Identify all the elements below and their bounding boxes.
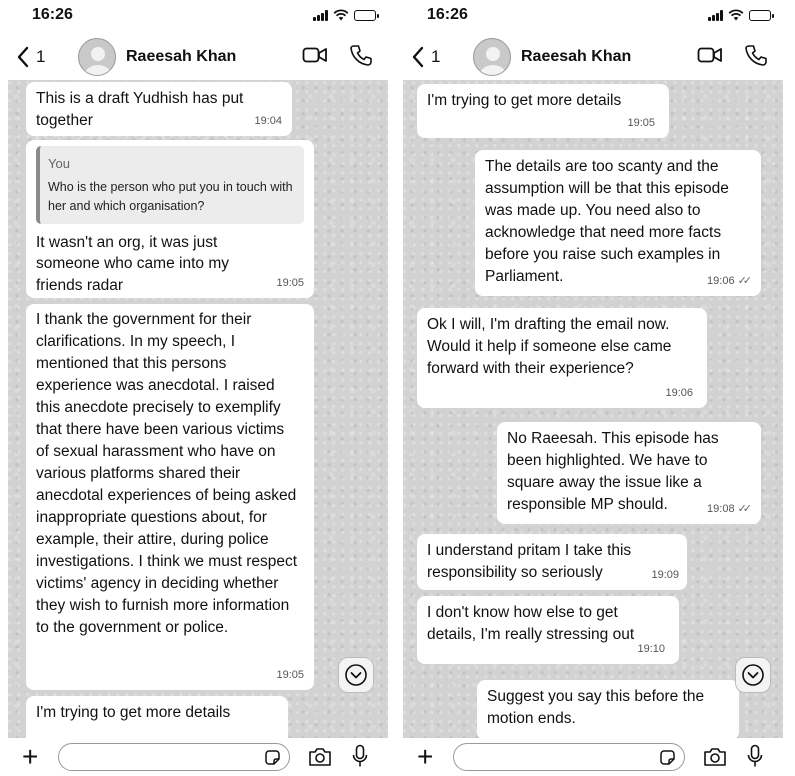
message-bubble xyxy=(417,308,707,408)
message-text: No Raeesah. This episode has been highlighted. We have to square away the issue like a responsible MP should. xyxy=(507,430,719,513)
message-text: I understand pritam I take this responsibility so seriously xyxy=(427,542,632,581)
phone-call-icon[interactable] xyxy=(743,44,769,66)
chat-thread[interactable] xyxy=(8,80,388,738)
outgoing-message-bubble xyxy=(475,150,761,296)
message-text: The details are too scanty and the assumption will be that this episode was made up. You need also to acknowledge that need more facts before you raise such examples in Parliament. xyxy=(485,158,729,285)
message-input-wrapper[interactable] xyxy=(58,743,290,771)
message-text: I don't know how else to get details, I'm really stressing out xyxy=(427,604,635,643)
microphone-icon[interactable] xyxy=(747,744,763,768)
status-time: 16:26 xyxy=(427,6,468,23)
right-phone-screen xyxy=(403,0,783,776)
camera-icon[interactable] xyxy=(703,746,727,768)
message-input-wrapper[interactable] xyxy=(453,743,685,771)
chat-header xyxy=(8,34,388,80)
message-text: I'm trying to get more details xyxy=(36,704,231,721)
message-bubble xyxy=(26,82,292,136)
signal-icon xyxy=(708,10,723,21)
message-time: 19:08 xyxy=(707,503,735,515)
wifi-icon xyxy=(333,9,349,21)
message-text: This is a draft Yudhish has put together xyxy=(36,90,244,129)
read-receipt-icon: ✓✓ xyxy=(737,275,748,287)
back-button[interactable] xyxy=(411,46,459,68)
message-bubble xyxy=(417,84,669,138)
phone-call-icon[interactable] xyxy=(348,44,374,66)
back-chevron-icon xyxy=(411,46,425,68)
plus-icon[interactable]: + xyxy=(417,741,434,772)
avatar-icon xyxy=(79,39,116,76)
message-time: 19:05 xyxy=(627,116,655,129)
plus-icon[interactable]: + xyxy=(22,741,39,772)
message-time: 19:09 xyxy=(651,569,679,581)
wifi-icon xyxy=(728,9,744,21)
avatar[interactable] xyxy=(78,38,116,76)
status-bar xyxy=(8,0,388,32)
avatar[interactable] xyxy=(473,38,511,76)
message-time: 19:04 xyxy=(254,114,282,127)
sticker-icon[interactable] xyxy=(659,749,676,766)
message-text: Ok I will, I'm drafting the email now. Would it help if someone else came forward with their experience? xyxy=(427,316,672,377)
back-button[interactable] xyxy=(16,46,64,68)
message-time: 19:05 xyxy=(276,669,304,681)
camera-icon[interactable] xyxy=(308,746,332,768)
unread-count: 1 xyxy=(431,47,441,66)
message-bubble xyxy=(417,534,687,590)
message-bubble xyxy=(26,304,314,690)
message-time: 19:06 xyxy=(707,275,735,287)
message-text: I'm trying to get more details xyxy=(427,92,622,109)
scroll-down-button[interactable] xyxy=(735,657,771,693)
message-input[interactable] xyxy=(464,744,654,770)
message-time: 19:06 xyxy=(665,387,693,399)
left-phone-screen xyxy=(8,0,388,776)
outgoing-message-bubble xyxy=(477,680,739,738)
signal-icon xyxy=(313,10,328,21)
unread-count: 1 xyxy=(36,47,46,66)
reply-message-bubble xyxy=(26,140,314,298)
battery-icon xyxy=(354,10,376,21)
status-time: 16:26 xyxy=(32,6,73,23)
quote-text: Who is the person who put you in touch with her and which organisation? xyxy=(48,179,293,213)
message-bubble xyxy=(417,596,679,664)
quoted-message[interactable] xyxy=(36,146,304,224)
video-call-icon[interactable] xyxy=(697,44,723,66)
message-text: Suggest you say this before the motion ends. xyxy=(487,688,705,727)
message-composer xyxy=(8,738,388,776)
outgoing-message-bubble xyxy=(497,422,761,524)
message-text: It wasn't an org, it was just someone who came into my friends radar xyxy=(36,233,229,294)
battery-icon xyxy=(749,10,771,21)
back-chevron-icon xyxy=(16,46,30,68)
scroll-down-button[interactable] xyxy=(338,657,374,693)
scroll-down-icon xyxy=(344,663,368,687)
avatar-icon xyxy=(474,39,511,76)
message-time: 19:10 xyxy=(637,643,665,655)
contact-name[interactable]: Raeesah Khan xyxy=(126,48,237,65)
video-call-icon[interactable] xyxy=(302,44,328,66)
status-bar xyxy=(403,0,783,32)
message-time: 19:05 xyxy=(276,276,304,289)
message-text: I thank the government for their clarifications. In my speech, I mentioned that this persons experience was anecdotal. I raised this anecdote precisely to exemplify that there have been various victims of sexual harassment who have on various platforms shared their anecdotal experiences of being asked inappropriate questions about, for example, their attire, during police investigations. I think we must respect victims' agency in deciding whether they wish to furnish more information to the government or police. xyxy=(36,311,298,636)
message-composer xyxy=(403,738,783,776)
chat-thread[interactable] xyxy=(403,80,783,738)
quote-author: You xyxy=(48,156,70,171)
sticker-icon[interactable] xyxy=(264,749,281,766)
chat-header xyxy=(403,34,783,80)
message-input[interactable] xyxy=(69,744,259,770)
contact-name[interactable]: Raeesah Khan xyxy=(521,48,632,65)
read-receipt-icon: ✓✓ xyxy=(737,503,748,515)
microphone-icon[interactable] xyxy=(352,744,368,768)
scroll-down-icon xyxy=(741,663,765,687)
message-bubble xyxy=(26,696,288,738)
